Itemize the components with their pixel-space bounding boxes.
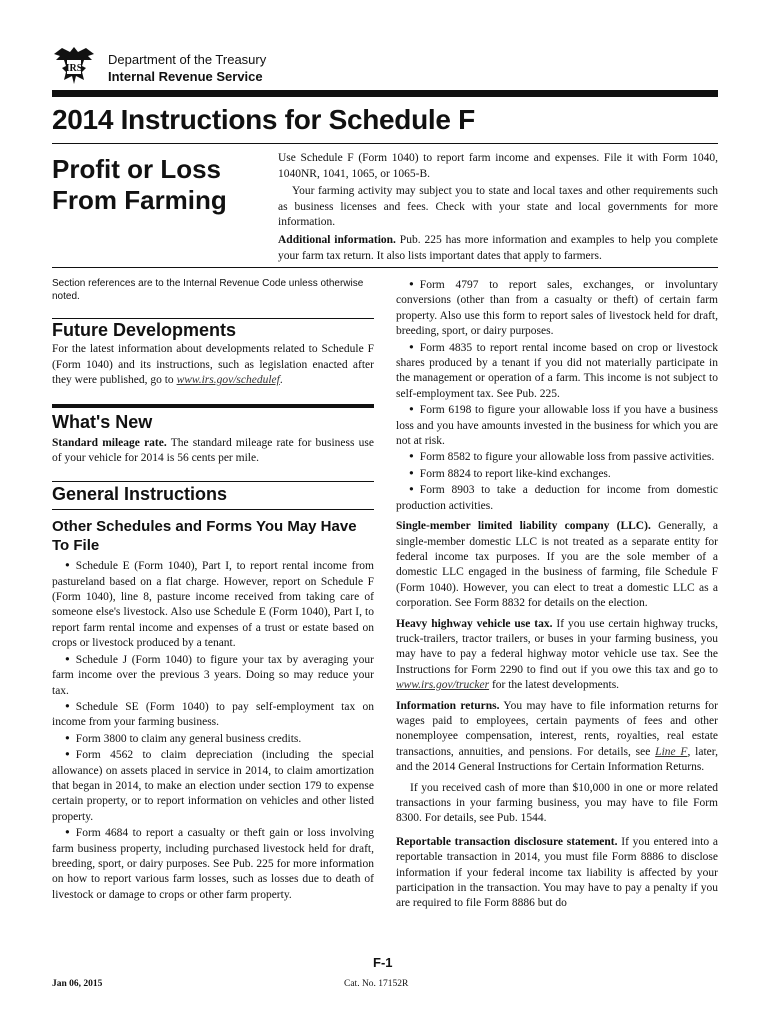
list-item: • Form 4797 to report sales, exchanges, or involuntary conversions (other than from a casualty or theft) of certain farm property. Also use this form to report sales of livestock held for draft, breeding, sport, or dairy purposes. [396,277,718,340]
intro-paragraph: Your farming activity may subject you to state and local taxes and other requirements such as business licenses and fees. Check with your state and local governments for more information. [278,185,718,229]
reportable-transaction-paragraph [396,835,718,912]
page-number: F-1 [373,955,393,970]
section-rule [52,509,374,510]
section-note: Section references are to the Internal Revenue Code unless otherwise noted. [52,278,364,302]
heading-general-instructions: General Instructions [52,483,228,504]
catalog-number: Cat. No. 17152R [344,979,409,989]
highway-tax-paragraph [396,617,718,694]
list-item: • Schedule E (Form 1040), Part I, to report rental income from pastureland based on a flat charge. However, report on Schedule F (Form 1040), line 8, pasture income received from taking care of someone else's livestock. Also use Schedule E (Form 1040), Part I, to report farm rental income and expenses of a trust or estate based on crops or livestock produced by a tenant. [52,558,374,651]
trucker-link[interactable]: www.irs.gov/trucker [396,679,490,692]
additional-info-paragraph [278,233,718,264]
cash-paragraph: If you received cash of more than $10,000 in one or more related transactions in your farming business, you may have to file Form 8300. For details, see Pub. 1544. [396,781,718,825]
heading-future-developments: Future Developments [52,320,237,340]
right-column [396,277,718,912]
list-item: • Form 8824 to report like-kind exchanges. [396,466,718,482]
paragraph-text: The standard mileage rate for business use of your vehicle for 2014 is 56 cents per mile. [52,437,374,465]
heading-other-schedules: Other Schedules and Forms You May Have To File [52,518,357,555]
revision-date: Jan 06, 2015 [52,979,103,989]
run-in-heading: Additional information. [278,233,396,246]
run-in-heading: Heavy highway vehicle use tax. [396,617,553,630]
intro-paragraph: Use Schedule F (Form 1040) to report farm income and expenses. File it with Form 1040, 1040NR, 1041, 1065, or 1065-B. [278,152,718,180]
paragraph-text: Generally, a single-member domestic LLC is not treated as a separate entity for federal income tax purposes. If you are the sole member of a domestic LLC engaged in the business of farming, file Schedule F (Form 1040). However, you can elect to treat a domestic LLC as a corporation. See Form 8832 for details on the election. [396,520,718,610]
section-rule [52,481,374,482]
irs-eagle-icon [52,46,96,86]
run-in-heading: Standard mileage rate. [52,437,167,450]
paragraph-text: For the latest information about developments related to Schedule F (Form 1040) and its instructions, such as legislation enacted after they were published, go to [52,343,374,387]
paragraph-text: for the latest developments. [489,679,620,692]
future-paragraph [52,342,374,388]
list-item: • Form 8582 to figure your allowable loss from passive activities. [396,449,718,465]
intro-section [278,151,718,266]
heading-whats-new: What's New [52,411,153,432]
run-in-heading: Single-member limited liability company (LLC). [396,520,651,533]
list-item: • Form 4684 to report a casualty or theft gain or loss involving farm business property, including purchased livestock held for draft, breeding, sport, or dairy purposes. See Pub. 225 for more information on how to report various farm losses, such as losses due to death of livestock or damage to crops or other farm property. [52,825,374,903]
agency-name: Internal Revenue Service [108,69,263,84]
llc-paragraph [396,519,718,611]
run-in-heading: Reportable transaction disclosure statement. [396,835,618,848]
section-rule [52,404,374,408]
run-in-heading: Information returns. [396,699,500,712]
list-item: • Form 4562 to claim depreciation (including the special allowance) on assets placed in service in 2014, to claim amortization that began in 2014, to make an election under section 179 to expense certain property, or to report information on vehicles and other listed property. [52,747,374,825]
schedulef-link[interactable]: www.irs.gov/schedulef [176,374,280,387]
document-title: 2014 Instructions for Schedule F [52,104,475,135]
list-item: • Form 4835 to report rental income based on crop or livestock shares produced by a tenant if you did not materially participate in the management or operation of a farm. This income is not subject to self-employment tax. See Pub. 225. [396,340,718,403]
list-item: • Form 6198 to figure your allowable loss if you have a business loss and you have amounts invested in the business for which you are not at risk. [396,402,718,449]
list-item: • Form 3800 to claim any general business credits. [52,731,374,747]
paragraph-text: If you entered into a reportable transaction in 2014, you must file Form 8886 to disclose information if your federal income tax liability is affected by your participation in the transaction. You may have to pay a penalty if you are required to file Form 8886 but do [396,835,718,910]
section-rule [52,318,374,319]
left-column [52,277,374,903]
line-f-link[interactable]: Line F [655,745,688,758]
header-rule [52,90,718,97]
paragraph-text: If you use certain highway trucks, truck-trailers, tractor trailers, or buses in your farming business, you may have to pay a federal highway motor vehicle use tax. See the Instructions for Form 2290 to find out if you owe this tax and go to [396,617,718,676]
paragraph-text: You may have to file information returns for wages paid to employees, certain payments of fees and other nonemployee compensation, interest, rents, royalties, real estate transactions, annuities, and pensions. For details, see [396,699,719,758]
mileage-paragraph [52,436,374,467]
information-returns-paragraph [396,699,718,776]
svg-text:IRS: IRS [65,63,83,74]
list-item: • Form 8903 to take a deduction for income from domestic production activities. [396,482,718,514]
paragraph-text: , later, and the 2014 General Instructions for Certain Information Returns. [396,745,718,774]
paragraph-text: Pub. 225 has more information and examples to help you complete your farm tax return. It also lists important dates that apply to farmers. [278,233,718,262]
document-subtitle: Profit or Loss From Farming [52,154,227,215]
list-item: • Schedule SE (Form 1040) to pay self-employment tax on income from your farming business. [52,699,374,731]
department-name: Department of the Treasury [108,52,267,67]
paragraph-text: . [279,374,283,387]
list-item: • Schedule J (Form 1040) to figure your tax by averaging your farm income over the previous 3 years. Doing so may reduce your tax. [52,652,374,699]
intro-rule [52,267,718,268]
title-rule [52,143,718,144]
